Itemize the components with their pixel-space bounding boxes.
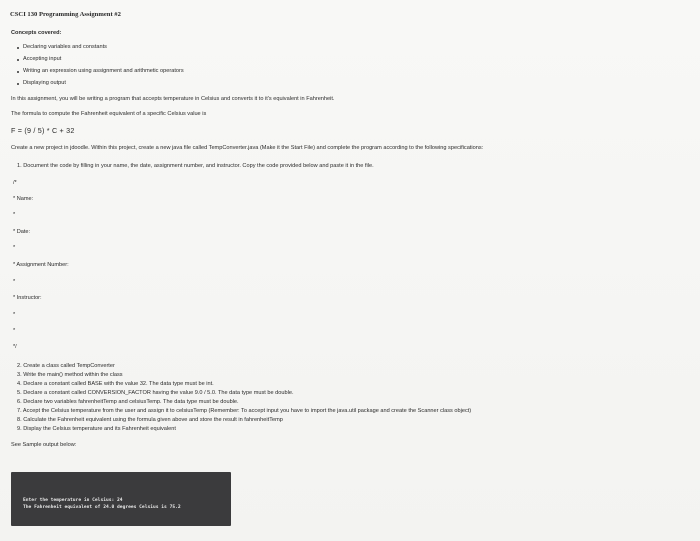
name-line: * Name:: [13, 196, 34, 202]
list-item: 9. Display the Celsius temperature and its Fahrenheit equivalent: [17, 426, 176, 432]
sample-output-console: [11, 472, 231, 526]
assignment-number-line: * Assignment Number:: [13, 262, 69, 268]
console-line: The Fahrenheit equivalent of 24.0 degrees Celsius is 75.2: [23, 505, 181, 510]
comment-star: *: [13, 312, 16, 318]
instructor-line: * Instructor:: [13, 295, 42, 301]
formula: F = (9 / 5) * C + 32: [11, 126, 75, 135]
comment-star: *: [13, 212, 16, 218]
console-line: Enter the temperature in Celsius: 24: [23, 498, 123, 503]
comment-star: *: [13, 279, 16, 285]
comment-star: *: [13, 328, 16, 334]
comment-open: /*: [13, 180, 17, 186]
list-item: 8. Calculate the Fahrenheit equivalent using the formula given above and store the result in fahrenheitTemp: [17, 417, 283, 423]
sample-heading: See Sample output below:: [11, 442, 77, 448]
list-item: 6. Declare two variables fahrenheitTemp and celsiusTemp. The data type must be double.: [17, 399, 239, 405]
date-line: * Date:: [13, 229, 31, 235]
step-1: 1. Document the code by filling in your name, the date, assignment number, and instructor. Copy the code provided below and paste it in the file.: [17, 163, 374, 169]
list-item: Writing an expression using assignment and arithmetic operators: [23, 68, 184, 74]
formula-intro: The formula to compute the Fahrenheit equivalent of a specific Celsius value is: [11, 111, 207, 117]
concepts-heading: Concepts covered:: [11, 30, 62, 36]
create-instruction: Create a new project in jdoodle. Within this project, create a new java file called TempConverter.java (Make it the Start File) and complete the program according to the following specifications:: [11, 145, 484, 151]
list-item: 4. Declare a constant called BASE with the value 32. The data type must be int.: [17, 381, 214, 387]
list-item: Displaying output: [23, 80, 66, 86]
intro-text: In this assignment, you will be writing a program that accepts temperature in Celsius and converts it to it's equivalent in Fahrenheit.: [11, 96, 335, 102]
bullet-icon: [17, 83, 19, 85]
page-title: CSCI 130 Programming Assignment #2: [10, 11, 121, 18]
list-item: 3. Write the main() method within the class: [17, 372, 123, 378]
list-item: 2. Create a class called TempConverter: [17, 363, 115, 369]
list-item: Accepting input: [23, 56, 62, 62]
list-item: 5. Declare a constant called CONVERSION_FACTOR having the value 9.0 / 5.0. The data type must be double.: [17, 390, 294, 396]
comment-star: *: [13, 245, 16, 251]
bullet-icon: [17, 47, 19, 49]
comment-close: */: [13, 344, 17, 350]
list-item: Declaring variables and constants: [23, 44, 107, 50]
bullet-icon: [17, 71, 19, 73]
list-item: 7. Accept the Celsius temperature from the user and assign it to celsiusTemp (Remember: To accept input you have to import the java.util package and create the Scanner class object): [17, 408, 472, 414]
bullet-icon: [17, 59, 19, 61]
